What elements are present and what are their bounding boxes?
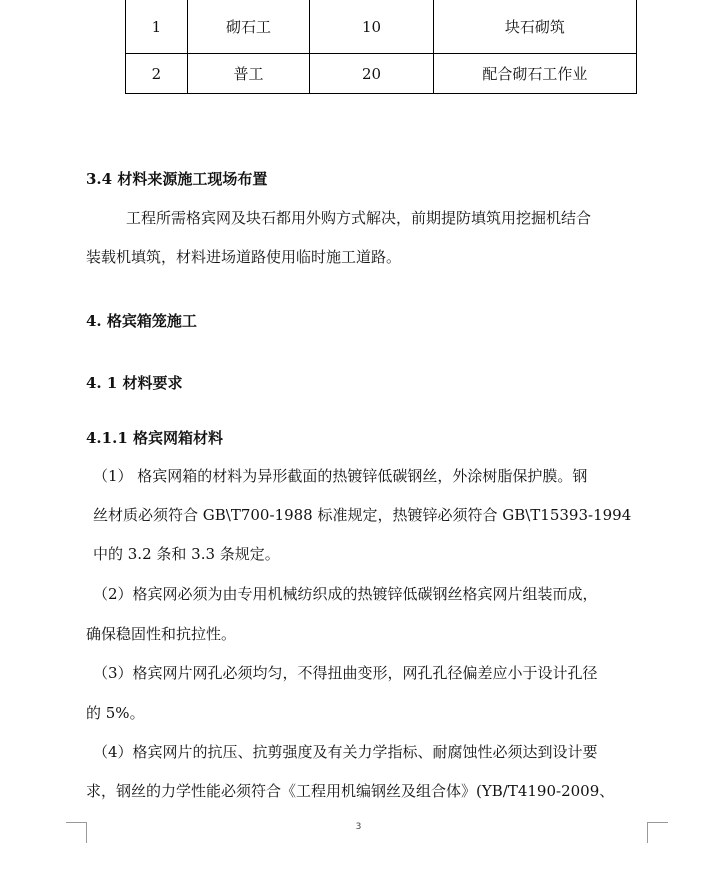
page-number: 3 [355, 822, 362, 832]
section-heading-4-1-1: 4.1.1 格宾网箱材料 [86, 429, 223, 447]
table-cell-count: 20 [310, 54, 434, 94]
section-heading-4-1: 4. 1 材料要求 [86, 374, 183, 392]
paragraph-line: 求，钢丝的力学性能必须符合《工程用机编钢丝及组合体》(YB/T4190-2009、 [86, 782, 615, 800]
table-cell-no: 2 [126, 54, 188, 94]
paragraph-line: 确保稳固性和抗拉性。 [86, 625, 237, 643]
paragraph-line: （1） 格宾网箱的材料为异形截面的热镀锌低碳钢丝，外涂树脂保护膜。钢 [93, 467, 588, 485]
table-cell-task: 配合砌石工作业 [433, 54, 636, 94]
paragraph-line: （2）格宾网必须为由专用机械纺织成的热镀锌低碳钢丝格宾网片组装而成， [93, 585, 598, 603]
labor-table [125, 0, 637, 94]
table-row [126, 54, 637, 94]
paragraph-line: （4）格宾网片的抗压、抗剪强度及有关力学指标、耐腐蚀性必须达到设计要 [93, 743, 598, 761]
table-row [126, 0, 637, 54]
paragraph-line: 装载机填筑，材料进场道路使用临时施工道路。 [86, 248, 402, 266]
paragraph-line: （3）格宾网片网孔必须均匀，不得扭曲变形，网孔孔径偏差应小于设计孔径 [93, 664, 598, 682]
table-cell-no: 1 [126, 0, 188, 54]
paragraph-line: 中的 3.2 条和 3.3 条规定。 [93, 545, 280, 563]
section-heading-3-4: 3.4 材料来源施工现场布置 [86, 170, 268, 188]
table-cell-type: 普工 [187, 54, 310, 94]
section-heading-4: 4. 格宾箱笼施工 [86, 312, 197, 330]
paragraph-line: 的 5%。 [86, 704, 145, 722]
paragraph-line: 工程所需格宾网及块石都用外购方式解决，前期提防填筑用挖掘机结合 [126, 209, 592, 227]
table-cell-count: 10 [310, 0, 434, 54]
table-cell-task: 块石砌筑 [433, 0, 636, 54]
table-cell-type: 砌石工 [187, 0, 310, 54]
paragraph-line: 丝材质必须符合 GB\T700-1988 标准规定，热镀锌必须符合 GB\T15393-1994 [93, 506, 632, 524]
